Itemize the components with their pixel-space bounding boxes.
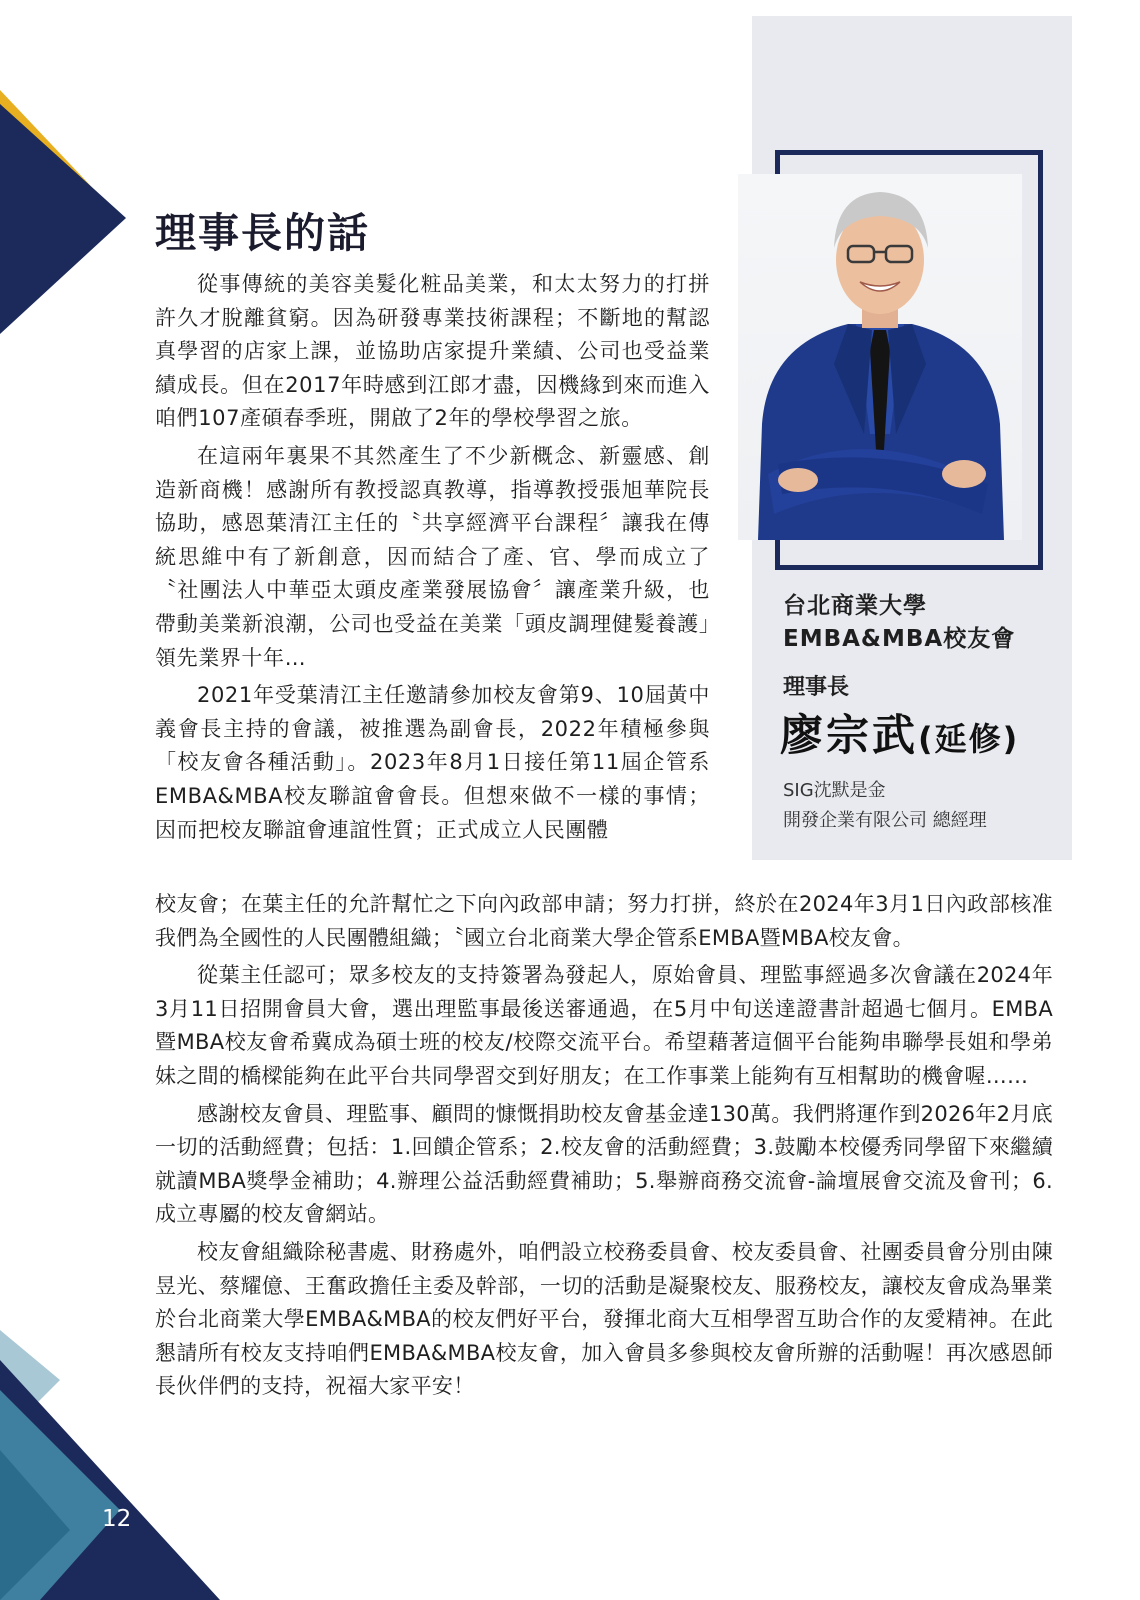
paragraph: 從葉主任認可；眾多校友的支持簽署為發起人，原始會員、理監事經過多次會議在2024年3月11日招開會員大會，選出理監事最後送審通過，在5月中旬送達證書計超過七個月。EMBA暨MBA校友會希冀成為碩士班的校友/校際交流平台。希望藉著這個平台能夠串聯學長姐和學弟妹之間的橋樑能夠在此平台共同學習交到好朋友；在工作事業上能夠有互相幫助的機會喔……: [155, 963, 1053, 1088]
person-name-block: [780, 702, 1019, 763]
organization-line-2: EMBA&MBA校友會: [783, 626, 1016, 652]
body-text-wide: [155, 888, 1053, 1404]
paragraph: 2021年受葉清江主任邀請參加校友會第9、10屆黃中義會長主持的會議，被推選為副會長，2022年積極參與「校友會各種活動」。2023年8月1日接任第11屆企管系EMBA&MBA校友聯誼會會長。但想來做不一樣的事情；因而把校友聯誼會連誼性質；正式成立人民團體: [155, 683, 710, 842]
portrait-photo: [738, 174, 1022, 540]
paragraph: 感謝校友會員、理監事、顧問的慷慨捐助校友會基金達130萬。我們將運作到2026年2月底一切的活動經費；包括：1.回饋企管系；2.校友會的活動經費；3.鼓勵本校優秀同學留下來繼續就讀MBA獎學金補助；4.辦理公益活動經費補助；5.舉辦商務交流會-論壇展會交流及會刊；6.成立專屬的校友會網站。: [155, 1101, 1053, 1227]
person-name-suffix: (延修): [918, 720, 1020, 758]
page-number: 12: [102, 1506, 132, 1532]
corner-decoration-top: [0, 90, 130, 340]
body-text-narrow: [155, 268, 710, 847]
company-info: [783, 776, 987, 836]
person-name: 廖宗武: [780, 711, 918, 761]
paragraph: 在這兩年裏果不其然產生了不少新概念、新靈感、創造新商機！感謝所有教授認真教導，指導教授張旭華院長協助，感恩葉清江主任的〝共享經濟平台課程〞讓我在傳統思維中有了新創意，因而結合了產、官、學而成立了〝社團法人中華亞太頭皮產業發展協會〞讓產業升級，也帶動美業新浪潮，公司也受益在美業「頭皮調理健髮養護」領先業界十年…: [155, 443, 710, 670]
company-line-2: 開發企業有限公司 總經理: [783, 810, 987, 831]
organization-line-1: 台北商業大學: [783, 593, 927, 619]
paragraph: 從事傳統的美容美髮化粧品美業，和太太努力的打拼許久才脫離貧窮。因為研發專業技術課程；不斷地的幫認真學習的店家上課，並協助店家提升業績、公司也受益業績成長。但在2017年時感到江郎才盡，因機緣到來而進入咱們107產碩春季班，開啟了2年的學校學習之旅。: [155, 272, 710, 431]
paragraph-continued: 校友會；在葉主任的允許幫忙之下向內政部申請；努力打拼，終於在2024年3月1日內政部核准我們為全國性的人民團體組織；〝國立台北商業大學企管系EMBA暨MBA校友會。: [155, 892, 1053, 950]
page-title: 理事長的話: [155, 209, 370, 257]
organization-name: [783, 590, 1063, 656]
company-line-1: SIG沈默是金: [783, 780, 886, 801]
person-role: 理事長: [783, 675, 850, 700]
paragraph: 校友會組織除秘書處、財務處外，咱們設立校務委員會、校友委員會、社團委員會分別由陳昱光、蔡耀億、王奮政擔任主委及幹部，一切的活動是凝聚校友、服務校友，讓校友會成為畢業於台北商業大學EMBA&MBA的校友們好平台，發揮北商大互相學習互助合作的友愛精神。在此懇請所有校友支持咱們EMBA&MBA校友會，加入會員多參與校友會所辦的活動喔！再次感恩師長伙伴們的支持，祝福大家平安！: [155, 1239, 1053, 1399]
